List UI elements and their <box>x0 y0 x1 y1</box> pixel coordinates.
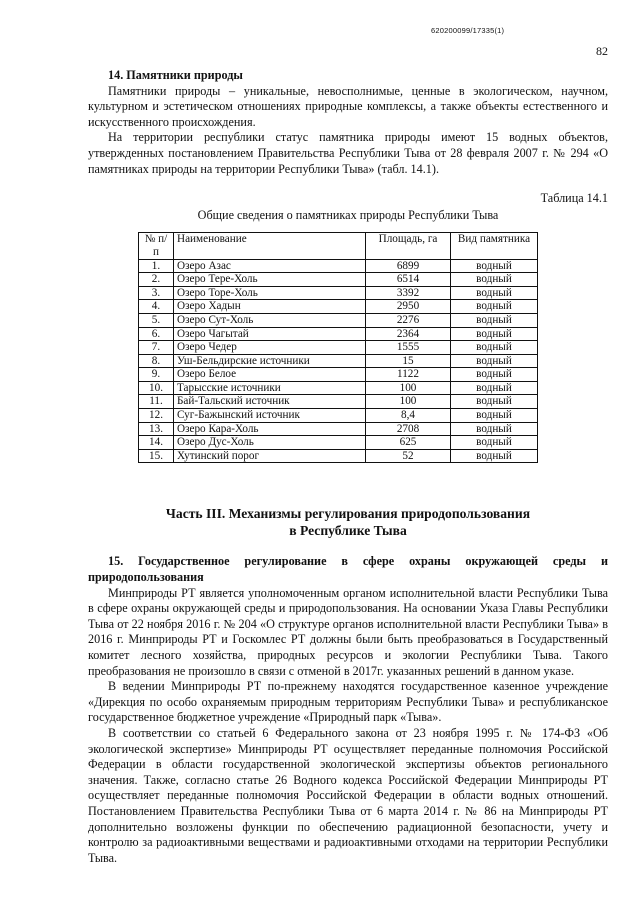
cell-area: 1555 <box>366 341 451 355</box>
cell-name: Озеро Тере-Холь <box>174 273 366 287</box>
cell-name: Тарысские источники <box>174 381 366 395</box>
cell-name: Озеро Торе-Холь <box>174 286 366 300</box>
cell-name: Хутинский порог <box>174 449 366 463</box>
cell-num: 3. <box>139 286 174 300</box>
cell-area: 6899 <box>366 259 451 273</box>
cell-type: водный <box>451 436 538 450</box>
cell-type: водный <box>451 381 538 395</box>
cell-num: 10. <box>139 381 174 395</box>
cell-type: водный <box>451 449 538 463</box>
section-15-paragraph-1: Минприроды РТ является уполномоченным органом исполнительной власти Республики Тыва в сфере охраны окружающей среды и природопользования. На основании Указа Главы Республики Тыва от 22 ноября 2016 г. № 204 «О структуре органов исполнительной власти Республики Тыва» в 2016 г. Минприроды РТ и Госкомлес РТ должны были быть преобразоваться в Государственный комитет лесного хозяйства, природных ресурсов и экологии Республики Тыва. Такого преобразования не произошло в связи с отменой в 2017г. указанных решений в данном указе. <box>88 585 608 678</box>
table-row <box>139 422 538 436</box>
cell-area: 625 <box>366 436 451 450</box>
table-row <box>139 300 538 314</box>
cell-type: водный <box>451 327 538 341</box>
table-row <box>139 354 538 368</box>
table-row <box>139 313 538 327</box>
cell-area: 100 <box>366 381 451 395</box>
table-row <box>139 341 538 355</box>
cell-type: водный <box>451 409 538 423</box>
cell-num: 11. <box>139 395 174 409</box>
table-reference: Таблица 14.1 <box>540 191 608 206</box>
cell-name: Озеро Хадын <box>174 300 366 314</box>
cell-type: водный <box>451 300 538 314</box>
cell-name: Озеро Чедер <box>174 341 366 355</box>
cell-area: 8,4 <box>366 409 451 423</box>
page-number: 82 <box>596 44 608 58</box>
table-row <box>139 449 538 463</box>
table-row <box>139 259 538 273</box>
cell-num: 4. <box>139 300 174 314</box>
table-row <box>139 436 538 450</box>
cell-num: 12. <box>139 409 174 423</box>
cell-type: водный <box>451 313 538 327</box>
cell-name: Уш-Бельдирские источники <box>174 354 366 368</box>
cell-area: 1122 <box>366 368 451 382</box>
cell-name: Озеро Дус-Холь <box>174 436 366 450</box>
cell-name: Озеро Кара-Холь <box>174 422 366 436</box>
section-15-paragraph-3: В соответствии со статьей 6 Федерального закона от 23 ноября 1995 г. № 174-ФЗ «Об экологической экспертизе» Минприроды РТ осуществляет переданные полномочия Российской Федерации в области государственной экологической экспертизы объектов регионального значения. Также, согласно статье 26 Водного кодекса Российской Федерации Минприроды РТ осуществляет переданные полномочия Российской Федерации в области водных отношений. Постановлением Правительства Республики Тыва от 6 марта 2014 г. № 86 на Минприроды РТ дополнительно возложены функции по обеспечению радиационной безопасности, учету и контролю за радиоактивными веществами и радиоактивными отходами на территории Республики Тыва. <box>88 725 608 865</box>
cell-name: Озеро Белое <box>174 368 366 382</box>
table-title: Общие сведения о памятниках природы Республики Тыва <box>197 207 499 222</box>
cell-name: Озеро Чагытай <box>174 327 366 341</box>
table-row <box>139 273 538 287</box>
cell-name: Озеро Сут-Холь <box>174 313 366 327</box>
cell-num: 7. <box>139 341 174 355</box>
part-3-title-line-2: в Республике Тыва <box>289 523 407 539</box>
table-row <box>139 395 538 409</box>
cell-num: 5. <box>139 313 174 327</box>
cell-area: 100 <box>366 395 451 409</box>
cell-num: 6. <box>139 327 174 341</box>
header-area: Площадь, га <box>366 233 451 259</box>
document-number: 620200099/17335(1) <box>431 26 505 35</box>
table-row <box>139 368 538 382</box>
header-type: Вид памятника <box>451 233 538 259</box>
cell-type: водный <box>451 286 538 300</box>
header-num: № п/п <box>139 233 174 259</box>
cell-area: 2276 <box>366 313 451 327</box>
cell-type: водный <box>451 341 538 355</box>
section-14-paragraph-1: Памятники природы – уникальные, невосполнимые, ценные в экологическом, научном, культурном и эстетическом отношениях природные комплексы, а также объекты естественного и искусственного происхождения. <box>88 83 608 129</box>
cell-num: 14. <box>139 436 174 450</box>
table-row <box>139 327 538 341</box>
cell-area: 2364 <box>366 327 451 341</box>
cell-num: 9. <box>139 368 174 382</box>
cell-area: 2708 <box>366 422 451 436</box>
table-row <box>139 409 538 423</box>
table-body <box>139 259 538 463</box>
section-14-heading: 14. Памятники природы <box>108 68 243 82</box>
section-15-paragraph-2: В ведении Минприроды РТ по-прежнему находятся государственное казенное учреждение «Дирекция по особо охраняемым природным территориям Республики Тыва» и республиканское государственное бюджетное учреждение «Природный парк «Тыва». <box>88 679 608 725</box>
part-3-title-line-1: Часть III. Механизмы регулирования природопользования <box>165 506 531 522</box>
section-14-paragraph-2: На территории республики статус памятника природы имеют 15 водных объектов, утвержденных постановлением Правительства Республики Тыва от 28 февраля 2007 г. № 294 «О памятниках природы на территории Республики Тыва» (табл. 14.1). <box>88 130 608 176</box>
cell-area: 2950 <box>366 300 451 314</box>
cell-name: Бай-Тальский источник <box>174 395 366 409</box>
cell-num: 1. <box>139 259 174 273</box>
cell-num: 8. <box>139 354 174 368</box>
part-3-title <box>88 505 608 539</box>
cell-type: водный <box>451 422 538 436</box>
cell-num: 13. <box>139 422 174 436</box>
cell-name: Озеро Азас <box>174 259 366 273</box>
table-row <box>139 286 538 300</box>
cell-name: Суг-Бажынский источник <box>174 409 366 423</box>
cell-type: водный <box>451 368 538 382</box>
cell-num: 2. <box>139 273 174 287</box>
cell-type: водный <box>451 395 538 409</box>
cell-type: водный <box>451 259 538 273</box>
table-header-row <box>139 233 538 259</box>
cell-num: 15. <box>139 449 174 463</box>
cell-area: 3392 <box>366 286 451 300</box>
cell-type: водный <box>451 354 538 368</box>
cell-area: 15 <box>366 354 451 368</box>
cell-type: водный <box>451 273 538 287</box>
table-row <box>139 381 538 395</box>
header-name: Наименование <box>174 233 366 259</box>
section-15-heading: 15. Государственное регулирование в сфере охраны окружающей среды и природопользования <box>88 554 608 585</box>
nature-monuments-table <box>138 232 538 463</box>
cell-area: 6514 <box>366 273 451 287</box>
cell-area: 52 <box>366 449 451 463</box>
page-content <box>88 68 608 866</box>
